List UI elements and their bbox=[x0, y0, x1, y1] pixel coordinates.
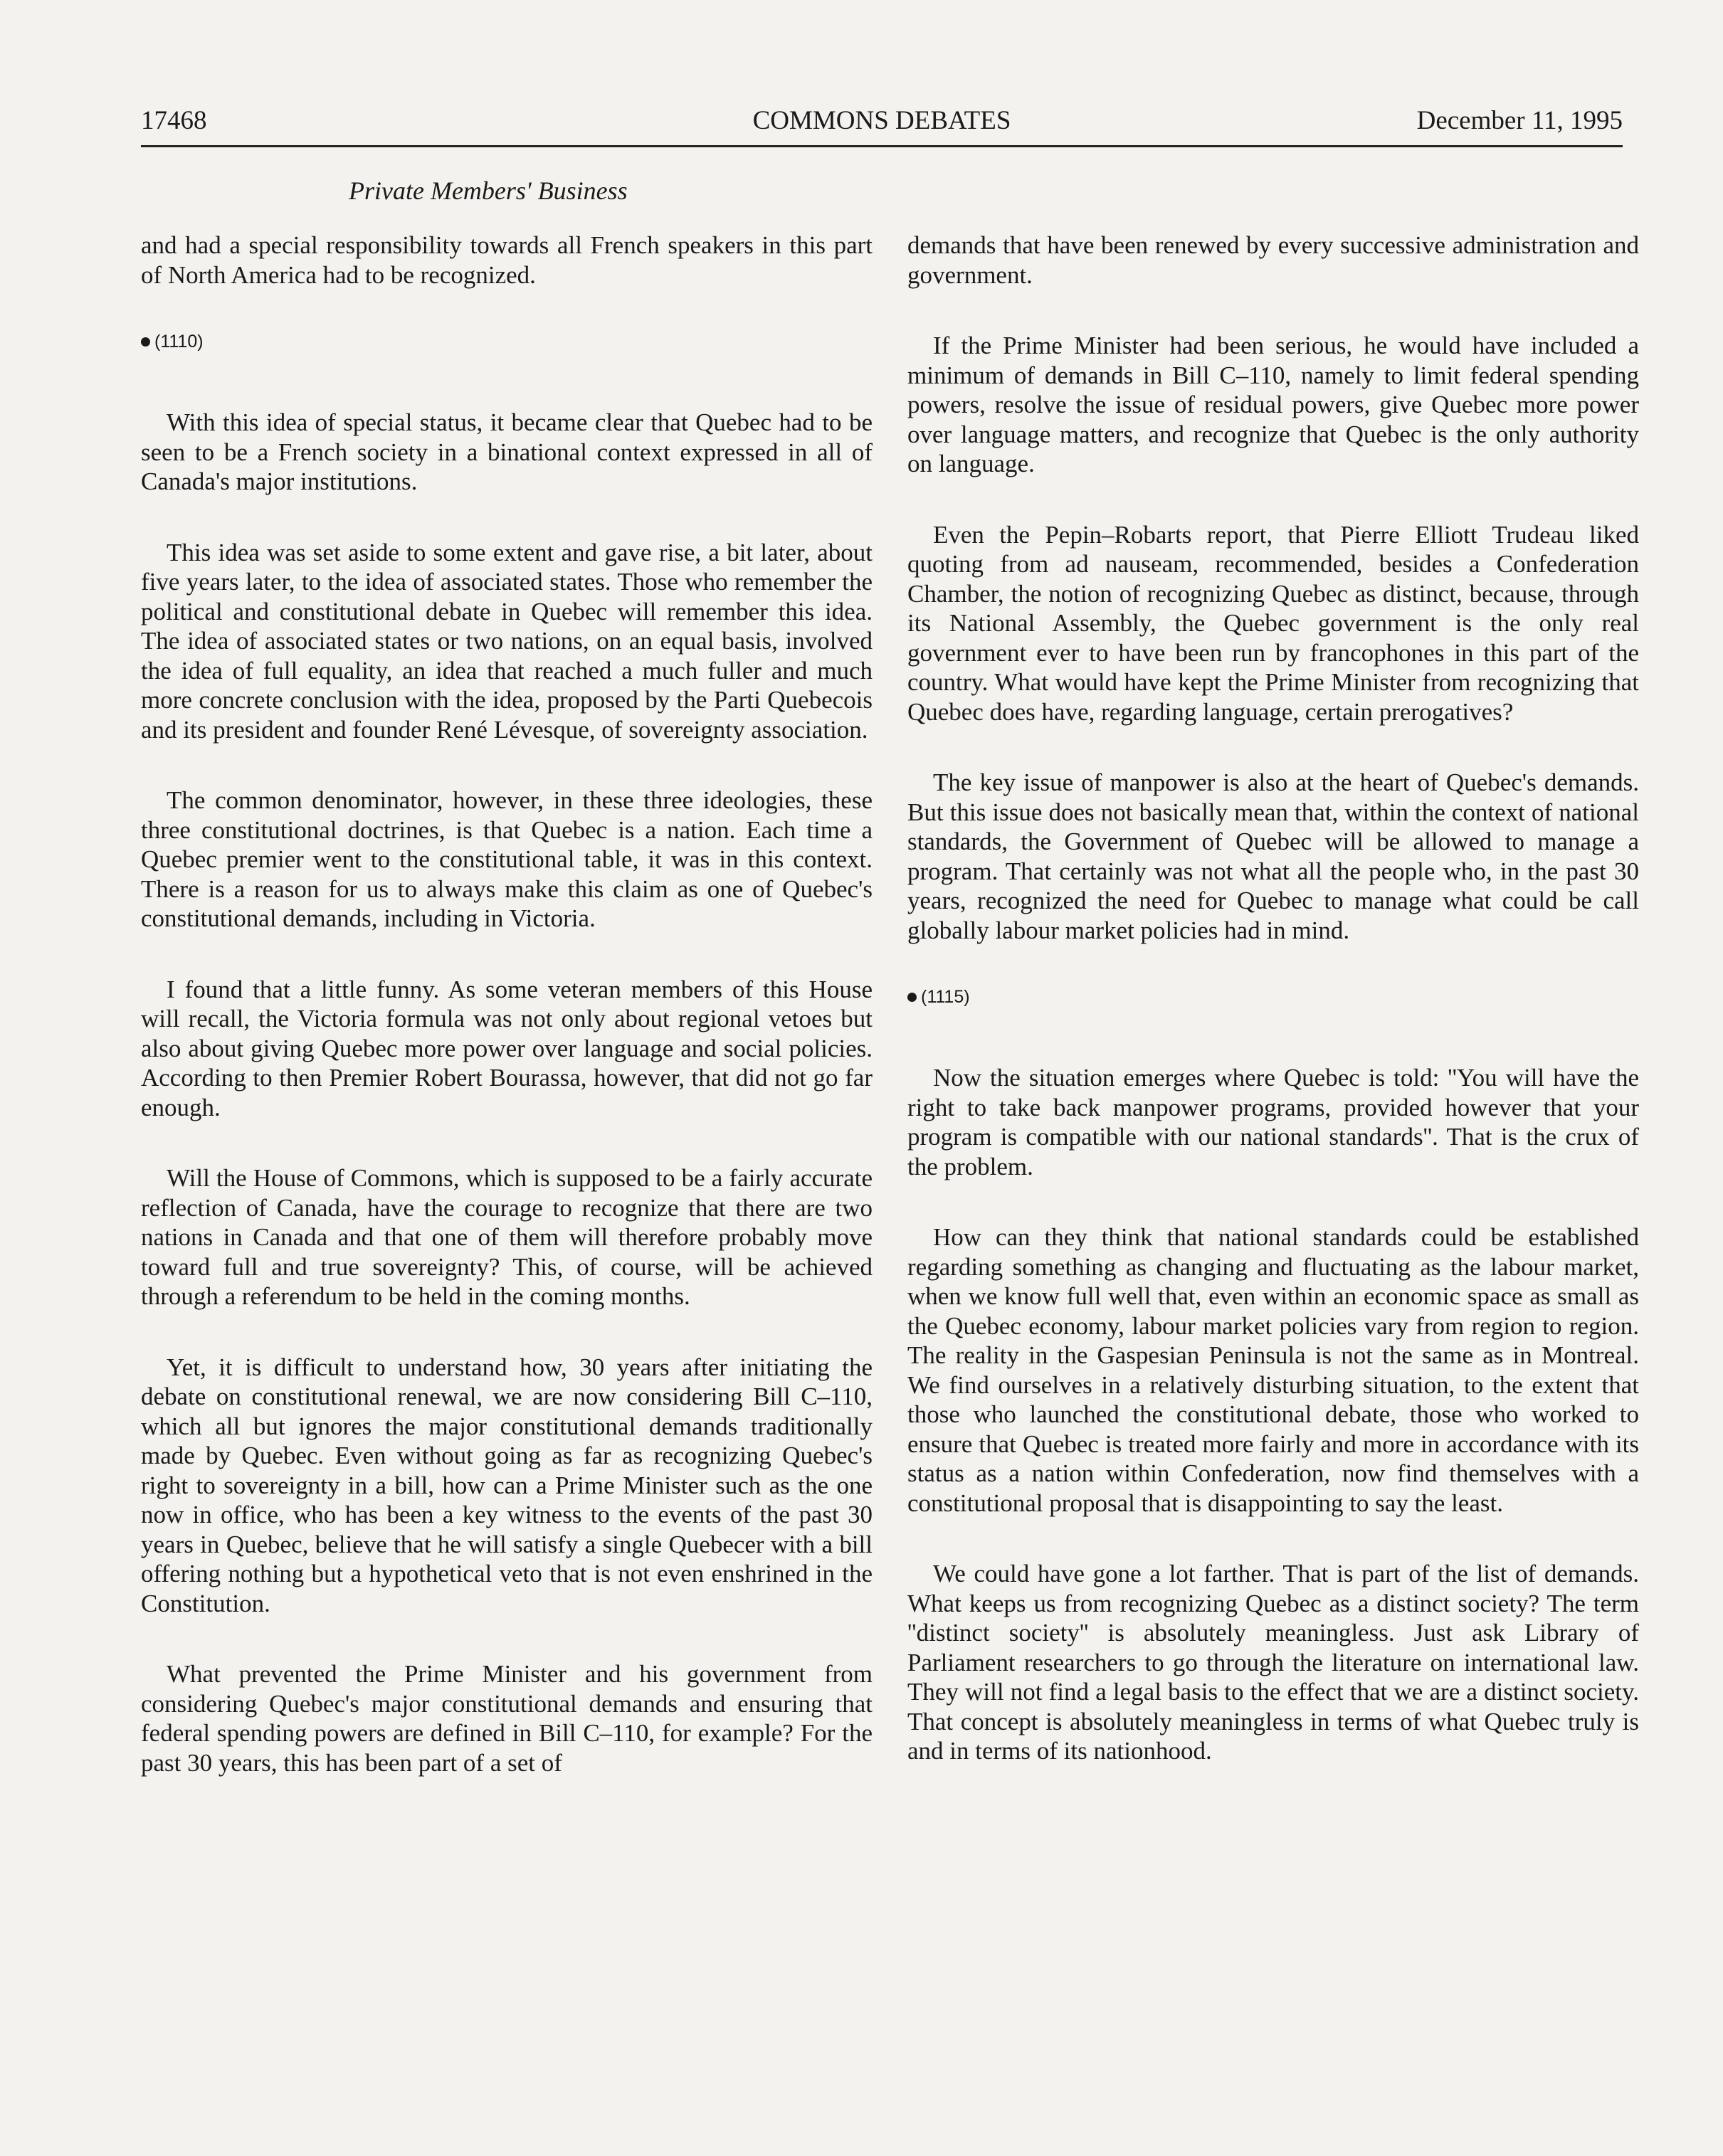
paragraph: The common denominator, however, in these three ideologies, these three constitutional doctrines, is that Quebec is a nation. Each time a Quebec premier went to the constitutional table, it was in this context. There is a reason for us to always make this claim as one of Quebec's constitutional demands, including in Victoria. bbox=[141, 786, 873, 932]
paragraph: Yet, it is difficult to understand how, 30 years after initiating the debate on constitutional renewal, we are now considering Bill C–110, which all but ignores the major constitutional demands traditionally made by Quebec. Even without going as far as recognizing Quebec's right to sovereignty in a bill, how can a Prime Minister such as the one now in office, who has been a key witness to the events of the past 30 years in Quebec, believe that he will satisfy a single Quebecer with a bill offering nothing but a hypothetical veto that is not even enshrined in the Constitution. bbox=[141, 1353, 873, 1617]
header-rule bbox=[141, 145, 1623, 147]
time-marker bbox=[907, 986, 1639, 1008]
paragraph: This idea was set aside to some extent and gave rise, a bit later, about five years later, to the idea of associated states. Those who remember the political and constitutional debate in Quebec will remember this idea. The idea of associated states or two nations, on an equal basis, involved the idea of full equality, an idea that reached a much fuller and much more concrete conclusion with the idea, proposed by the Parti Quebecois and its president and founder René Lévesque, of sovereignty association. bbox=[141, 538, 873, 744]
left-column bbox=[141, 231, 873, 1819]
paragraph: We could have gone a lot farther. That is part of the list of demands. What keeps us from recognizing Quebec as a distinct society? The term ''distinct society'' is absolutely meaningless. Just ask Library of Parliament researchers to go through the literature on international law. They will not find a legal basis to the effect that we are a distinct society. That concept is absolutely meaningless in terms of what Quebec truly is and in terms of its nationhood. bbox=[907, 1560, 1639, 1765]
bullet-icon bbox=[141, 337, 150, 347]
publication-date: December 11, 1995 bbox=[1416, 106, 1623, 135]
paragraph: Now the situation emerges where Quebec is told: ''You will have the right to take back manpower programs, provided however that your program is compatible with our national standards''. That is the crux of the problem. bbox=[907, 1064, 1639, 1180]
paragraph: The key issue of manpower is also at the heart of Quebec's demands. But this issue does not basically mean that, within the context of national standards, the Government of Quebec will be allowed to manage a program. That certainly was not what all the people who, in the past 30 years, recognized the need for Quebec to manage what could be call globally labour market policies had in mind. bbox=[907, 768, 1639, 944]
publication-title: COMMONS DEBATES bbox=[752, 106, 1011, 135]
paragraph: demands that have been renewed by every successive administration and government. bbox=[907, 231, 1639, 289]
paragraph: Will the House of Commons, which is supposed to be a fairly accurate reflection of Canada, have the courage to recognize that there are two nations in Canada and that one of them will therefore probably move toward full and true sovereignty? This, of course, will be achieved through a referendum to be held in the coming months. bbox=[141, 1164, 873, 1310]
time-marker-label: (1110) bbox=[154, 332, 204, 352]
right-column bbox=[907, 231, 1639, 1807]
paragraph: If the Prime Minister had been serious, he would have included a minimum of demands in Bill C–110, namely to limit federal spending powers, resolve the issue of residual powers, give Quebec more power over language matters, and recognize that Quebec is the only authority on language. bbox=[907, 332, 1639, 477]
paragraph: How can they think that national standards could be established regarding something as changing and fluctuating as the labour market, when we know full well that, even within an economic space as small as the Quebec economy, labour market policies vary from region to region. The reality in the Gaspesian Peninsula is not the same as in Montreal. We find ourselves in a relatively disturbing situation, to the extent that those who launched the constitutional debate, those who worked to ensure that Quebec is treated more fairly and more in accordance with its status as a nation within Confederation, now find themselves with a constitutional proposal that is disappointing to say the least. bbox=[907, 1223, 1639, 1517]
section-title: Private Members' Business bbox=[349, 176, 628, 205]
paragraph: I found that a little funny. As some veteran members of this House will recall, the Victoria formula was not only about regional vetoes but also about giving Quebec more power over language and social policies. According to then Premier Robert Bourassa, however, that did not go far enough. bbox=[141, 975, 873, 1121]
page-header bbox=[141, 105, 1623, 137]
paragraph: What prevented the Prime Minister and his government from considering Quebec's major constitutional demands and ensuring that federal spending powers are defined in Bill C–110, for example? For the past 30 years, this has been part of a set of bbox=[141, 1660, 873, 1777]
paragraph: and had a special responsibility towards all French speakers in this part of North America had to be recognized. bbox=[141, 231, 873, 289]
page-number: 17468 bbox=[141, 106, 207, 135]
time-marker bbox=[141, 331, 873, 352]
paragraph: Even the Pepin–Robarts report, that Pierre Elliott Trudeau liked quoting from ad nauseam, recommended, besides a Confederation Chamber, the notion of recognizing Quebec as distinct, because, through its National Assembly, the Quebec government is the only real government ever to have been run by francophones in this part of the country. What would have kept the Prime Minister from recognizing that Quebec does have, regarding language, certain prerogatives? bbox=[907, 520, 1639, 726]
time-marker-label: (1115) bbox=[921, 987, 970, 1007]
paragraph: With this idea of special status, it became clear that Quebec had to be seen to be a French society in a binational context expressed in all of Canada's major institutions. bbox=[141, 408, 873, 495]
bullet-icon bbox=[907, 993, 917, 1002]
